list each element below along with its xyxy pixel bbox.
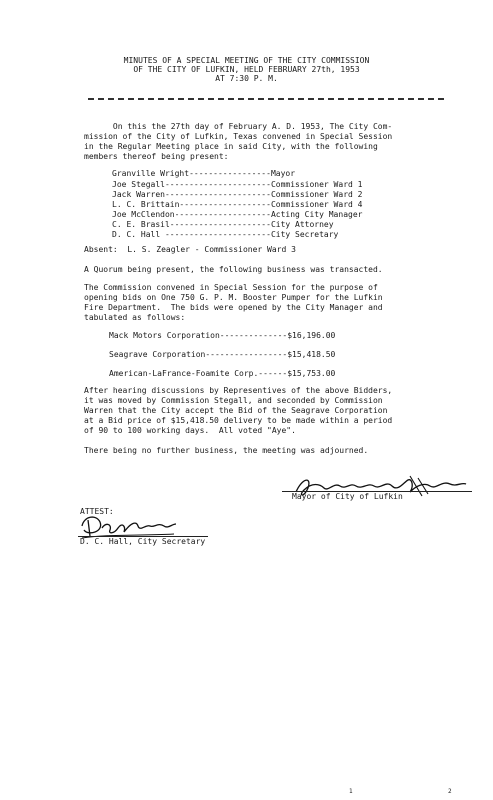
member-row: D. C. Hall ----------------------City Secretary bbox=[112, 230, 339, 239]
absent-line: Absent: L. S. Zeagler - Commissioner Ward 3 bbox=[84, 245, 296, 254]
intro-line: in the Regular Meeting place in said City, with the following bbox=[84, 142, 378, 151]
page-mark: 2 bbox=[448, 788, 452, 795]
bid-row: American-LaFrance-Foamite Corp.------$15,753.00 bbox=[109, 369, 336, 378]
motion-line: it was moved by Commission Stegall, and seconded by Commission bbox=[84, 396, 383, 405]
session-line: Fire Department. The bids were opened by the City Manager and bbox=[84, 303, 383, 312]
intro-line: members thereof being present: bbox=[84, 152, 229, 161]
secretary-title: D. C. Hall, City Secretary bbox=[80, 537, 206, 546]
bid-row: Seagrave Corporation-----------------$15,418.50 bbox=[109, 350, 336, 359]
bid-row: Mack Motors Corporation--------------$16,196.00 bbox=[109, 331, 336, 340]
session-line: tabulated as follows: bbox=[84, 313, 186, 322]
header-line-3: AT 7:30 P. M. bbox=[215, 74, 278, 83]
session-line: opening bids on One 750 G. P. M. Booster Pumper for the Lufkin bbox=[84, 293, 383, 302]
motion-line: at a Bid price of $15,418.50 delivery to be made within a period bbox=[84, 416, 393, 425]
member-row: Joe Stegall----------------------Commissioner Ward 1 bbox=[112, 180, 363, 189]
member-row: Joe McClendon--------------------Acting City Manager bbox=[112, 210, 363, 219]
motion-line: After hearing discussions by Representives of the above Bidders, bbox=[84, 386, 393, 395]
intro-line: On this the 27th day of February A. D. 1953, The City Com- bbox=[84, 122, 393, 131]
member-row: L. C. Brittain-------------------Commissioner Ward 4 bbox=[112, 200, 363, 209]
member-row: Jack Warren----------------------Commissioner Ward 2 bbox=[112, 190, 363, 199]
header-line-1: MINUTES OF A SPECIAL MEETING OF THE CITY COMMISSION bbox=[123, 56, 370, 65]
intro-line: mission of the City of Lufkin, Texas convened in Special Session bbox=[84, 132, 393, 141]
session-line: The Commission convened in Special Session for the purpose of bbox=[84, 283, 378, 292]
dashed-divider bbox=[88, 98, 444, 100]
header-line-2: OF THE CITY OF LUFKIN, HELD FEBRUARY 27th, 1953 bbox=[133, 65, 360, 74]
member-row: Granville Wright-----------------Mayor bbox=[112, 169, 296, 178]
page-mark: 1 bbox=[349, 788, 353, 795]
adjourned-line: There being no further business, the meeting was adjourned. bbox=[84, 446, 369, 455]
attest-label: ATTEST: bbox=[80, 507, 114, 516]
quorum-line: A Quorum being present, the following business was transacted. bbox=[84, 265, 383, 274]
motion-line: Warren that the City accept the Bid of the Seagrave Corporation bbox=[84, 406, 388, 415]
motion-line: of 90 to 100 working days. All voted "Aye". bbox=[84, 426, 296, 435]
mayor-title: Mayor of City of Lufkin bbox=[292, 492, 403, 501]
member-row: C. E. Brasil---------------------City Attorney bbox=[112, 220, 334, 229]
